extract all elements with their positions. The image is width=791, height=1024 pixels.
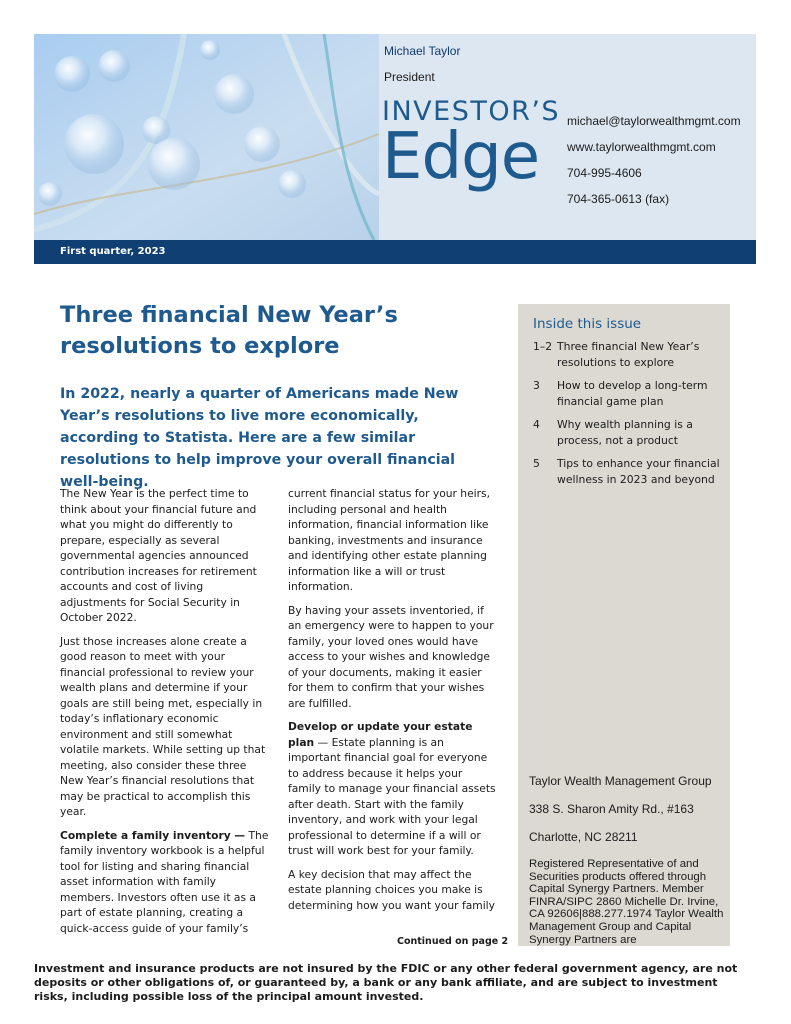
contact-website[interactable]: www.taylorwealthmgmt.com — [567, 140, 716, 154]
issue-bar — [34, 240, 756, 264]
contact-details — [567, 114, 741, 218]
firm-name: Taylor Wealth Management Group — [529, 774, 712, 788]
toc-item[interactable] — [533, 417, 725, 449]
contact-phone: 704-995-4606 — [567, 166, 642, 180]
contact-email[interactable]: michael@taylorwealthmgmt.com — [567, 114, 741, 128]
paragraph — [60, 828, 270, 937]
toc-title: Three financial New Year’s resolutions to explore — [557, 340, 700, 369]
toc-page: 1–2 — [533, 340, 553, 353]
toc-page: 4 — [533, 418, 540, 431]
paragraph: By having your assets inventoried, if an emergency were to happen to your family, your loved ones would have access to your wishes and knowledge of your documents, making it easier for them to confirm that your wishes are fulfilled. — [288, 603, 494, 710]
paragraph: The New Year is the perfect time to think about your financial future and what you might do differently to prepare, especially as several governmental agencies announced contribution increases for retirement accounts and cost of living adjustments for Social Security in October 2022. — [60, 487, 257, 624]
newsletter-title-main: Edge — [382, 120, 540, 194]
subhead: Complete a family inventory — — [60, 828, 246, 842]
masthead — [34, 34, 756, 264]
paragraph-text: — Estate planning is an important financial goal for everyone to address because it helps your family to manage your financial assets after death. Start with the family inventory, and work with your legal professional to determine if a will or trust will work best for your family. — [288, 735, 496, 857]
paragraph-text: The family inventory workbook is a helpful tool for listing and sharing financial asset information with family members. Investors often use it as a part of estate planning, creating a quick-access guide of your family’s — [60, 828, 269, 935]
toc-page: 5 — [533, 457, 540, 470]
article-headline: Three financial New Year’s resolutions to explore — [60, 302, 398, 359]
contact-name: Michael Taylor — [384, 44, 461, 58]
toc-title: Why wealth planning is a process, not a product — [557, 418, 693, 447]
article-column-1 — [60, 486, 270, 944]
paragraph: A key decision that may affect the estate planning choices you make is determining how you want your family — [288, 867, 495, 912]
continued-note: Continued on page 2 — [397, 936, 509, 947]
paragraph: current financial status for your heirs, including personal and health information, financial information like banking, investments and insurance and identifying other estate planning information like a will or trust information. — [288, 487, 490, 593]
footer-disclaimer: Investment and insurance products are not insured by the FDIC or any other federal government agency, are not deposits or other obligations of, or guaranteed by, a bank or any bank affiliate, and are subject to investment risks, including possible loss of the principal amount invested. — [34, 962, 738, 1003]
contact-fax: 704-365-0613 (fax) — [567, 192, 670, 206]
issue-date: First quarter, 2023 — [60, 246, 166, 257]
paragraph — [288, 719, 498, 859]
contact-title: President — [384, 70, 435, 84]
subhead: Develop or update your estate plan — [288, 720, 473, 749]
toc-item[interactable] — [533, 378, 725, 410]
firm-disclosure: Registered Representative of and Securities products offered through Capital Synergy Partners. Member FINRA/SIPC 2860 Michelle Dr. Irvine, CA 92606|888.277.1974 Taylor Wealth Management Group and Capital Synergy Partners are — [529, 858, 724, 946]
sidebar-title: Inside this issue — [533, 316, 642, 332]
sidebar — [518, 304, 730, 946]
toc-title: How to develop a long-term financial game plan — [557, 379, 708, 408]
toc-item[interactable] — [533, 456, 725, 488]
firm-address: 338 S. Sharon Amity Rd., #163 — [529, 802, 694, 816]
paragraph: Just those increases alone create a good reason to meet with your financial professional to review your wealth plans and determine if your goals are still being met, especially in today’s inflationary economic environment and still somewhat volatile markets. While setting up that meeting, also consider these three New Year’s financial resolutions that may be practical to accomplish this year. — [60, 634, 266, 818]
newsletter-title-top: INVESTOR’S — [382, 96, 561, 127]
firm-city: Charlotte, NC 28211 — [529, 830, 638, 844]
toc-page: 3 — [533, 379, 540, 392]
table-of-contents — [533, 339, 725, 495]
toc-item[interactable] — [533, 339, 725, 371]
article-column-2 — [288, 486, 498, 921]
article-deck: In 2022, nearly a quarter of Americans made New Year’s resolutions to live more economically, according to Statista. Here are a few similar resolutions to help improve your overall financial well-being. — [60, 386, 459, 490]
header-photo — [34, 34, 379, 240]
firm-info — [529, 774, 725, 946]
toc-title: Tips to enhance your financial wellness in 2023 and beyond — [557, 457, 720, 486]
